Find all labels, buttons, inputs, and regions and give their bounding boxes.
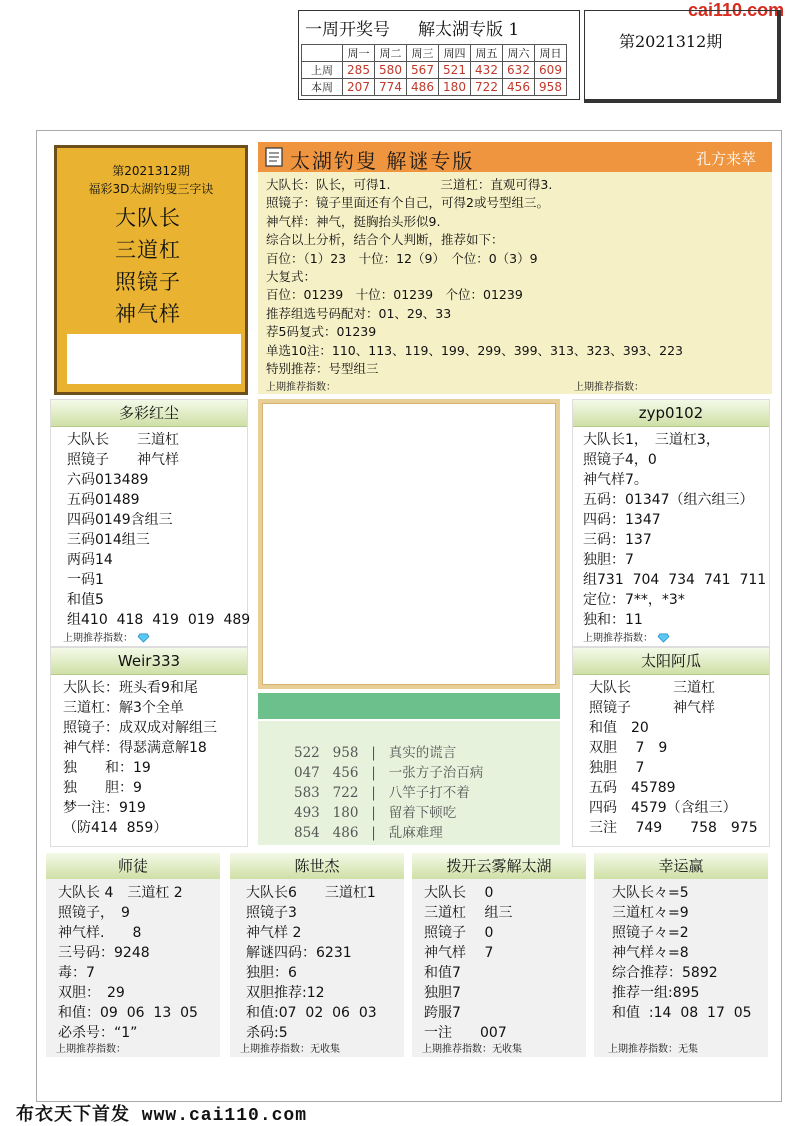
- card-foot: 上期推荐指数：: [56, 1044, 126, 1055]
- card-foot: 上期推荐指数：无收集: [422, 1044, 522, 1055]
- draw-number: 580: [375, 62, 407, 79]
- card-body: 大队长々=5 三道杠々=9 照镜子々=2 神气样々=8 综合推荐：5892 推荐一组:895 和值 :14 08 17 05: [612, 885, 752, 1021]
- draw-phrase-list: [258, 721, 560, 845]
- card-duocai: [50, 399, 251, 647]
- card-foot: 上期推荐指数：: [63, 629, 150, 644]
- draw-number: 285: [343, 62, 375, 79]
- puzzle-line: 荐5码复式：01239: [266, 324, 377, 340]
- card-foot: 上期推荐指数：: [583, 629, 670, 644]
- title-card-blank: [67, 334, 241, 384]
- issue-number: 第2021312期: [619, 32, 723, 51]
- card-weir333: [50, 647, 248, 847]
- title-card-subtitle: 福彩3D太湖钓叟三字诀: [88, 182, 214, 196]
- list-item: 854 486 | 乱麻难理: [294, 825, 443, 841]
- center-frame: [258, 399, 560, 689]
- center-bar: [258, 693, 560, 719]
- card-body: 大队长 0 三道杠 组三 照镜子 0 神气样 7 和值7 独胆7 跨服7 一注 007: [424, 885, 513, 1041]
- clue-word: 神气样: [115, 302, 181, 326]
- draw-number: 774: [375, 79, 407, 96]
- diamond-icon: [137, 633, 150, 643]
- draw-number: 958: [535, 79, 567, 96]
- card-title: 陈世杰: [230, 853, 404, 879]
- day-header: 周二: [375, 45, 407, 62]
- site-logo[interactable]: cai110.com: [688, 0, 785, 20]
- card-zyp0102: [572, 399, 770, 647]
- weekly-draw-title: 一周开奖号 解太湖专版 1: [305, 20, 520, 40]
- weekly-draw-panel: [298, 10, 580, 100]
- card-chenshijie: [230, 853, 404, 1057]
- table-row: [302, 79, 567, 96]
- weekly-draw-table: [301, 44, 567, 96]
- puzzle-foot-left: 上期推荐指数：: [266, 382, 336, 393]
- day-header: 周三: [407, 45, 439, 62]
- card-title: 多彩红尘: [51, 400, 247, 427]
- card-taiyang: [572, 647, 770, 847]
- card-xingyun: [594, 853, 768, 1057]
- puzzle-panel: [258, 142, 772, 394]
- card-title: zyp0102: [573, 400, 769, 427]
- draw-number: 207: [343, 79, 375, 96]
- scroll-icon: [264, 145, 286, 169]
- card-title: 太阳阿瓜: [573, 648, 769, 675]
- puzzle-line: 照镜子：镜子里面还有个自己，可得2或号型组三。: [266, 195, 549, 211]
- day-header: 周六: [503, 45, 535, 62]
- draw-number: 567: [407, 62, 439, 79]
- puzzle-lines: [266, 176, 683, 378]
- card-body: 大队长 三道杠 照镜子 神气样 六码013489 五码01489 四码0149含组三 三码014组三 两码14 一码1 和值5 组410 418 419 019 489: [67, 432, 251, 628]
- list-item: 522 958 | 真实的谎言: [294, 745, 457, 761]
- list-item: 493 180 | 留着下顿吃: [294, 805, 457, 821]
- puzzle-line: 特别推荐：号型组三: [266, 361, 379, 377]
- clue-word: 大队长: [115, 206, 181, 230]
- table-corner-cell: [302, 45, 343, 62]
- card-body: 大队长：班头看9和尾 三道杠：解3个全单 照镜子：成双成对解组三 神气样：得瑟满意解18 独 和：19 独 胆：9 梦一注：919 （防414 859）: [63, 680, 217, 836]
- list-item: 583 722 | 八竿子打不着: [294, 785, 470, 801]
- clue-word: 照镜子: [115, 270, 181, 294]
- puzzle-header: [258, 142, 772, 172]
- diamond-icon: [657, 633, 670, 643]
- row-label: 上周: [302, 62, 343, 79]
- draw-number: 609: [535, 62, 567, 79]
- puzzle-line: 神气样：神气，挺胸抬头形似9.: [266, 213, 441, 229]
- puzzle-line: 大复式：: [266, 269, 317, 285]
- puzzle-line: 单选10注：110、113、119、199、299、399、313、323、393、223: [266, 342, 683, 358]
- draw-number: 722: [471, 79, 503, 96]
- title-card: [54, 145, 248, 395]
- card-shitu: [46, 853, 220, 1057]
- card-foot: 上期推荐指数：无集: [608, 1044, 698, 1055]
- card-title: 幸运赢: [594, 853, 768, 879]
- table-row: [302, 62, 567, 79]
- card-foot: 上期推荐指数：无收集: [240, 1044, 340, 1055]
- day-header: 周四: [439, 45, 471, 62]
- card-title: Weir333: [51, 648, 247, 675]
- puzzle-line: 百位：（1）23 十位：12（9） 个位：0（3）9: [266, 250, 538, 266]
- issue-box: [584, 10, 781, 103]
- title-card-issue: 第2021312期: [112, 164, 190, 178]
- draw-number: 180: [439, 79, 471, 96]
- draw-number: 521: [439, 62, 471, 79]
- draw-number: 632: [503, 62, 535, 79]
- day-header: 周日: [535, 45, 567, 62]
- table-header-row: [302, 45, 567, 62]
- day-header: 周一: [343, 45, 375, 62]
- footer-logo[interactable]: 布衣天下首发 www.cai110.com: [16, 1106, 308, 1126]
- draw-number: 456: [503, 79, 535, 96]
- draw-number: 486: [407, 79, 439, 96]
- card-bokai: [412, 853, 586, 1057]
- draw-number: 432: [471, 62, 503, 79]
- card-body: 大队长1， 三道杠3， 照镜子4，0 神气样7。 五码：01347（组六组三） 四码：1347 三码：137 独胆：7 组731 704 734 741 711 定位：7**，*3* 独和：11: [583, 432, 767, 628]
- card-title: 拨开云雾解太湖: [412, 853, 586, 879]
- puzzle-author: 孔方来萃: [695, 150, 756, 168]
- card-body: 大队长 三道杠 照镜子 神气样 和值 20 双胆 7 9 独胆 7 五码 45789 四码 4579（含组三） 三注 749 758 975: [589, 680, 758, 836]
- puzzle-foot-right: 上期推荐指数：: [574, 382, 644, 393]
- list-item: 047 456 | 一张方子治百病: [294, 765, 484, 781]
- row-label: 本周: [302, 79, 343, 96]
- day-header: 周五: [471, 45, 503, 62]
- puzzle-line: 大队长：队长，可得1. 三道杠：直观可得3.: [266, 177, 553, 192]
- card-title: 师徒: [46, 853, 220, 879]
- clue-word: 三道杠: [115, 238, 181, 262]
- card-body: 大队长 4 三道杠 2 照镜子， 9 神气样. 8 三号码：9248 毒：7 双胆： 29 和值：09 06 13 05 必杀号：“1”: [58, 885, 198, 1041]
- puzzle-line: 百位：01239 十位：01239 个位：01239: [266, 287, 523, 303]
- card-body: 大队长6 三道杠1 照镜子3 神气样 2 解谜四码：6231 独胆：6 双胆推荐:12 和值:07 02 06 03 杀码:5: [246, 885, 377, 1041]
- puzzle-line: 推荐组选号码配对：01、29、33: [266, 305, 452, 321]
- weekly-draw-subtitle: 解太湖专版 1: [418, 20, 520, 40]
- puzzle-title: 太湖钓叟 解谜专版: [290, 149, 475, 173]
- center-frame-inner: [262, 403, 556, 685]
- puzzle-line: 综合以上分析，结合个人判断，推荐如下：: [266, 232, 504, 248]
